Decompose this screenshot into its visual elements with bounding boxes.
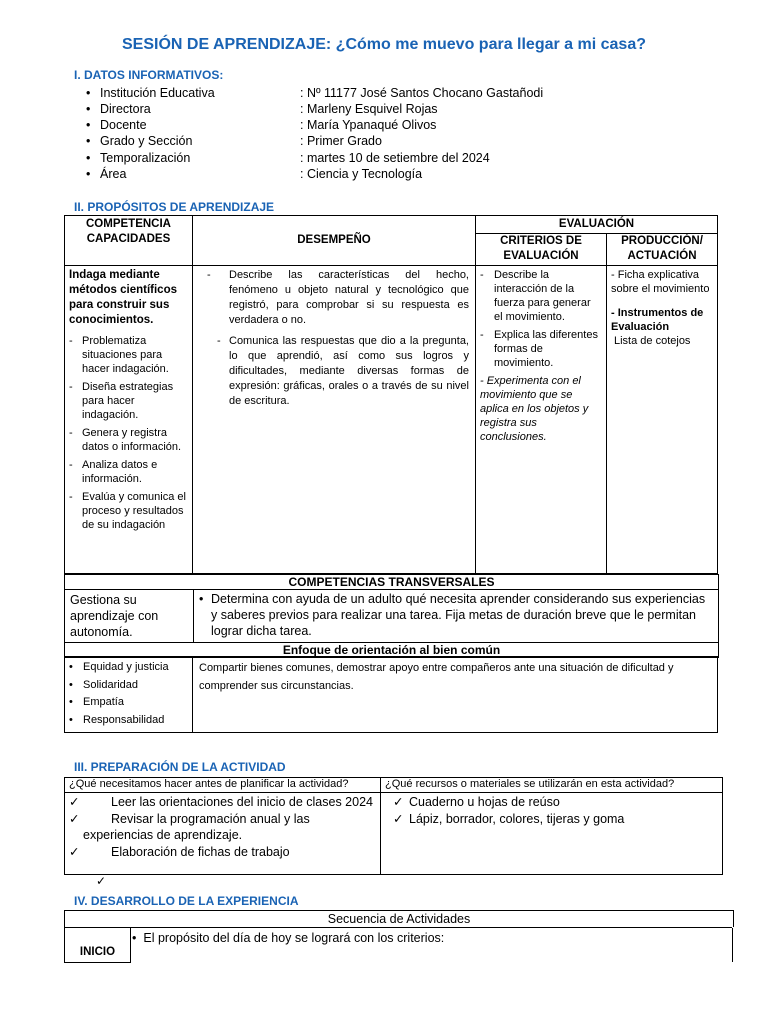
info-value: : Ciencia y Tecnología <box>300 167 423 181</box>
preparacion-question-1: ¿Qué necesitamos hacer antes de planificar la actividad? <box>65 778 381 793</box>
header-evaluacion: EVALUACIÓN <box>476 216 718 234</box>
enfoque-valores-cell <box>65 657 193 733</box>
competencia-cell <box>65 266 193 574</box>
recursos-list <box>393 794 710 827</box>
produccion-cell <box>607 266 718 574</box>
info-row-directora: • Directora : Marleny Esquivel Rojas <box>86 102 438 116</box>
secuencia-row <box>64 927 732 962</box>
list-item: ✓ Cuaderno u hojas de reúso <box>393 794 710 811</box>
transversales-table <box>64 574 719 658</box>
info-row-institucion: • Institución Educativa : Nº 11177 José Santos Chocano Gastañodi <box>86 86 544 100</box>
list-item: - Describe la interacción de la fuerza para generar el movimiento. <box>480 268 602 324</box>
info-row-docente: • Docente : María Ypanaqué Olivos <box>86 118 437 132</box>
section-datos-heading: I. DATOS INFORMATIVOS: <box>74 68 224 82</box>
transversal-desempeno: • Determina con ayuda de un adulto qué necesita aprender considerando sus experiencias y saberes previos para realizar una tarea. Fija metas de duración breve que le permitan lograr dicha tarea. <box>194 590 719 643</box>
info-value: : Nº 11177 José Santos Chocano Gastañodi <box>300 86 544 100</box>
section-propositos-heading: II. PROPÓSITOS DE APRENDIZAJE <box>74 200 275 214</box>
list-item: - Analiza datos e información. <box>69 458 188 486</box>
header-criterios: CRITERIOS DE EVALUACIÓN <box>476 234 607 266</box>
info-row-grado: • Grado y Sección : Primer Grado <box>86 134 382 148</box>
preparacion-question-2: ¿Qué recursos o materiales se utilizarán en esta actividad? <box>381 778 723 793</box>
info-value: : María Ypanaqué Olivos <box>300 118 437 132</box>
info-label: Área <box>100 167 127 181</box>
preparacion-table <box>64 777 723 875</box>
list-item: ✓ Revisar la programación anual y las experiencias de aprendizaje. <box>69 811 310 842</box>
section-desarrollo-heading: IV. DESARROLLO DE LA EXPERIENCIA <box>74 894 299 908</box>
list-item: • Solidaridad <box>65 677 192 695</box>
desempeno-cell <box>193 266 476 574</box>
list-item: ✓ Elaboración de fichas de trabajo <box>69 844 290 859</box>
list-item: - Diseña estrategias para hacer indagación. <box>69 380 188 422</box>
inicio-text: El propósito del día de hoy se logrará con los criterios: <box>143 931 445 945</box>
check-icon: ✓ <box>96 874 107 888</box>
criterios-list <box>480 268 602 370</box>
list-item: - Explica las diferentes formas de movimiento. <box>480 328 602 370</box>
enfoque-title: Enfoque de orientación al bien común <box>65 643 719 658</box>
info-value: : martes 10 de setiembre del 2024 <box>300 151 490 165</box>
enfoque-table <box>64 656 718 733</box>
list-item: • Empatía <box>65 694 192 712</box>
list-item: - Genera y registra datos o información. <box>69 426 188 454</box>
desempeno-item: - Comunica las respuestas que dio a la pregunta, lo que aprendió, así como sus logros y dificultades, mediante diversas formas de expresión: gráficas, orales o a través de su nivel de escritura. <box>217 335 469 407</box>
competencia-text: Indaga mediante métodos científicos para construir sus conocimientos. <box>69 269 177 326</box>
list-item: - Problematiza situaciones para hacer indagación. <box>69 334 188 376</box>
info-row-area: • Área : Ciencia y Tecnología <box>86 167 423 181</box>
info-row-temporalizacion: • Temporalización : martes 10 de setiembre del 2024 <box>86 151 490 165</box>
info-label: Directora <box>100 102 151 116</box>
preparacion-recursos-cell <box>381 793 723 875</box>
list-item: • Responsabilidad <box>65 712 192 730</box>
list-item: ✓ Leer las orientaciones del inicio de clases 2024 <box>69 795 373 809</box>
list-item: - Evalúa y comunica el proceso y resultados de su indagación <box>69 490 188 532</box>
inicio-label: INICIO <box>79 946 116 958</box>
info-label: Temporalización <box>100 151 191 165</box>
header-desempeno: DESEMPEÑO <box>193 216 476 266</box>
table-border <box>732 928 733 962</box>
info-value: : Primer Grado <box>300 134 382 148</box>
instrumentos-title: - Instrumentos de Evaluación <box>611 307 704 333</box>
propositos-table <box>64 215 718 574</box>
section-preparacion-heading: III. PREPARACIÓN DE LA ACTIVIDAD <box>74 760 286 774</box>
preparacion-actions-cell <box>65 793 381 875</box>
enfoque-list <box>65 659 192 729</box>
inicio-text-cell: • El propósito del día de hoy se logrará con los criterios: <box>132 931 445 945</box>
list-item: ✓ Lápiz, borrador, colores, tijeras y goma <box>393 811 710 828</box>
list-item: • Equidad y justicia <box>65 659 192 677</box>
info-label: Docente <box>100 118 147 132</box>
info-value: : Marleny Esquivel Rojas <box>300 102 438 116</box>
criterios-cell <box>476 266 607 574</box>
criterio-experimenta: - Experimenta con el movimiento que se aplica en los objetos y registra sus conclusiones. <box>480 375 589 443</box>
transversal-competencia: Gestiona su aprendizaje con autonomía. <box>65 590 194 643</box>
page-title: SESIÓN DE APRENDIZAJE: ¿Cómo me muevo para llegar a mi casa? <box>122 36 646 53</box>
instrumentos-value: Lista de cotejos <box>614 335 691 347</box>
capacidades-list <box>69 334 188 532</box>
transversales-title: COMPETENCIAS TRANSVERSALES <box>65 575 719 590</box>
produccion-text: - Ficha explicativa sobre el movimiento <box>611 269 710 295</box>
header-competencia: COMPETENCIA CAPACIDADES <box>65 216 193 266</box>
inicio-cell <box>64 928 131 963</box>
info-label: Grado y Sección <box>100 134 193 148</box>
info-label: Institución Educativa <box>100 86 215 100</box>
desempeno-item: - Describe las características del hecho, fenómeno u objeto natural y tecnológico que registró, para comprobar si su respuesta es verdadera o no. <box>207 269 469 326</box>
header-produccion: PRODUCCIÓN/ ACTUACIÓN <box>607 234 718 266</box>
secuencia-header: Secuencia de Actividades <box>64 910 734 927</box>
enfoque-desc: Compartir bienes comunes, demostrar apoyo entre compañeros ante una situación de dificultad y comprender sus circunstancias. <box>193 657 718 733</box>
